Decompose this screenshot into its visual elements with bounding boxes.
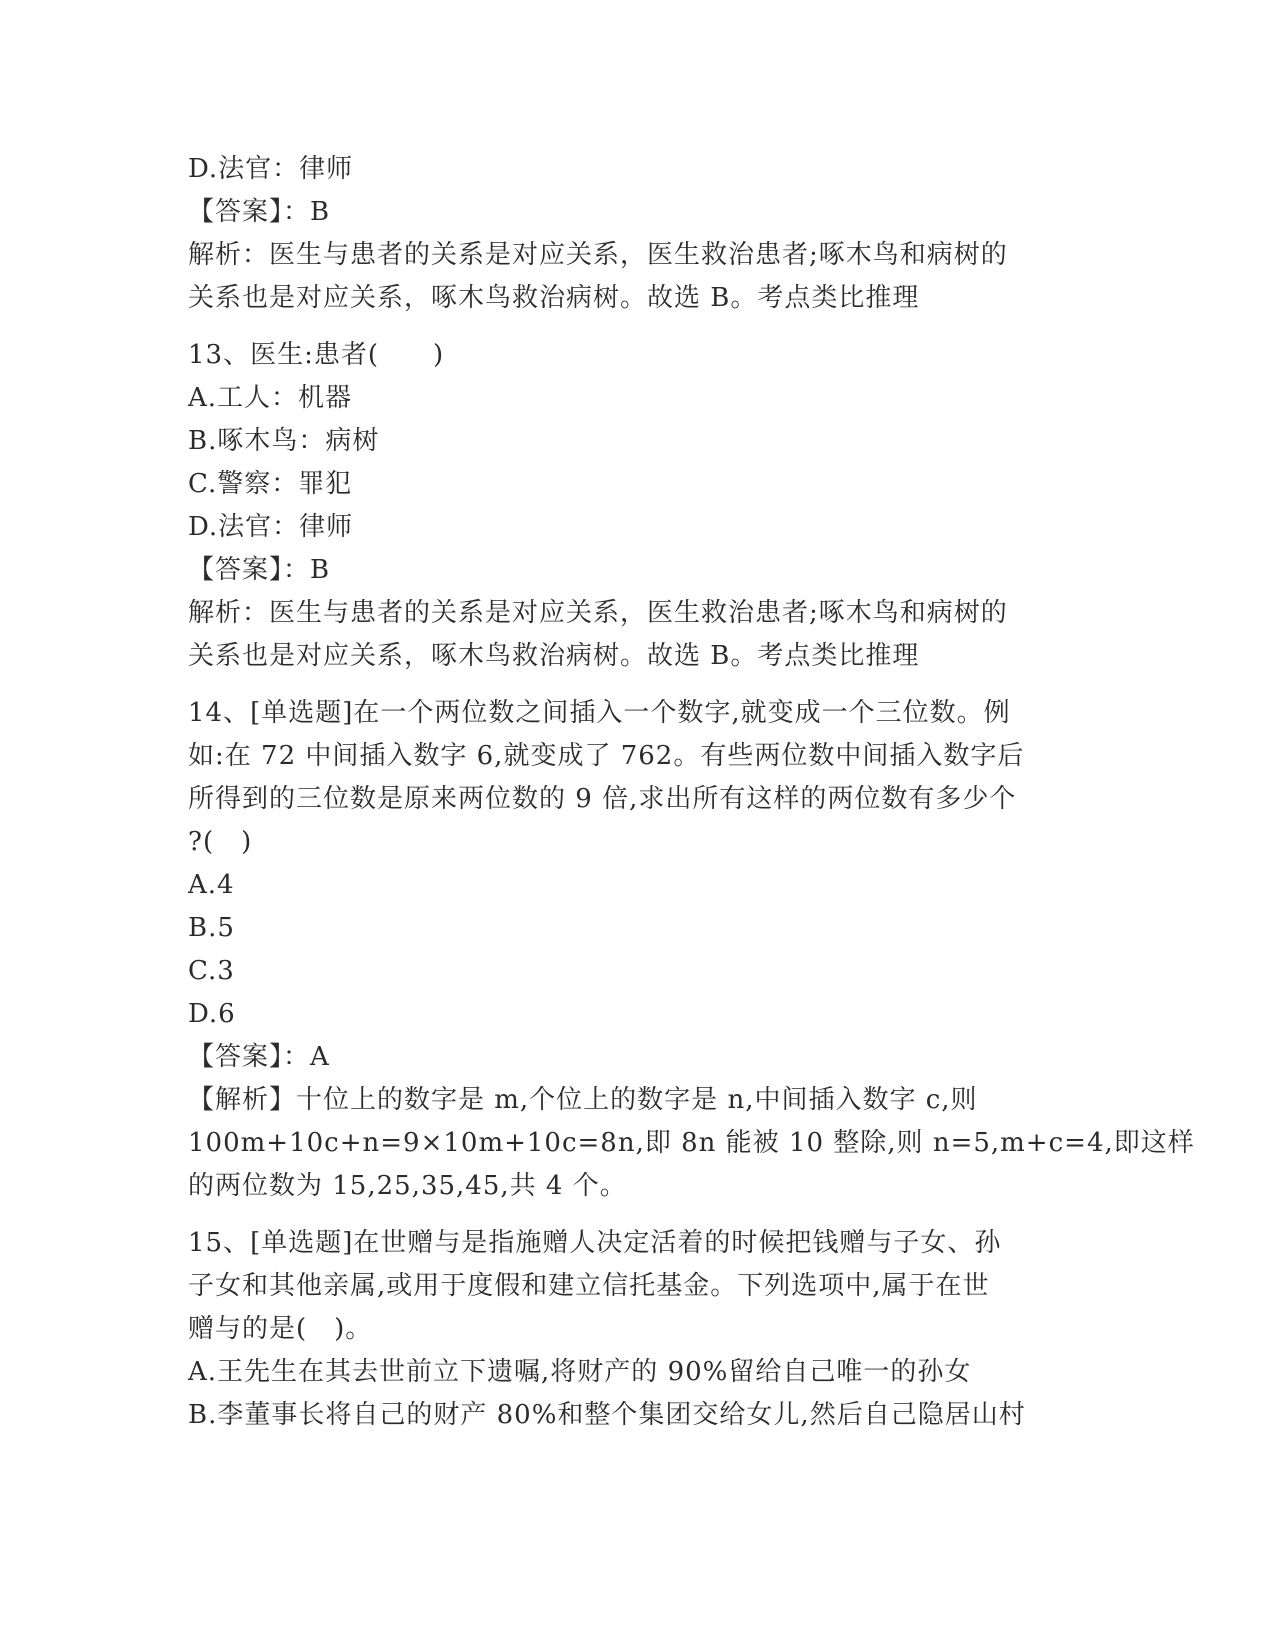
- q14-option-d: D.6: [188, 999, 236, 1029]
- q14-option-c: C.3: [188, 956, 235, 986]
- q13-option-c: C.警察：罪犯: [188, 469, 353, 499]
- q15-option-b: B.李董事长将自己的财产 80%和整个集团交给女儿,然后自己隐居山村: [188, 1400, 1026, 1430]
- q14-stem-line-2: 如:在 72 中间插入数字 6,就变成了 762。有些两位数中间插入数字后: [188, 741, 1025, 771]
- q15-stem-line-2: 子女和其他亲属,或用于度假和建立信托基金。下列选项中,属于在世: [188, 1271, 990, 1301]
- q13-option-a: A.工人：机器: [188, 383, 353, 413]
- q15-option-a: A.王先生在其去世前立下遗嘱,将财产的 90%留给自己唯一的孙女: [188, 1357, 972, 1387]
- q13-answer: 【答案】：B: [188, 555, 331, 585]
- q14-stem-line-1: 14、[单选题]在一个两位数之间插入一个数字,就变成一个三位数。例: [188, 698, 1011, 728]
- q14-stem-line-3: 所得到的三位数是原来两位数的 9 倍,求出所有这样的两位数有多少个: [188, 784, 1017, 814]
- q13-option-b: B.啄木鸟：病树: [188, 426, 380, 456]
- q14-option-a: A.4: [188, 870, 235, 900]
- q14-answer: 【答案】：A: [188, 1042, 330, 1072]
- q14-stem-line-4: ?( ): [188, 827, 253, 857]
- prev-analysis-line-1: 解析：医生与患者的关系是对应关系，医生救治患者;啄木鸟和病树的: [188, 240, 1008, 270]
- q14-analysis-line-3: 的两位数为 15,25,35,45,共 4 个。: [188, 1171, 627, 1201]
- q13-stem: 13、医生:患者( ): [188, 340, 445, 370]
- q14-option-b: B.5: [188, 913, 235, 943]
- q13-analysis-line-2: 关系也是对应关系，啄木鸟救治病树。故选 B。考点类比推理: [188, 641, 920, 671]
- q15-stem-line-1: 15、[单选题]在世赠与是指施赠人决定活着的时候把钱赠与子女、孙: [188, 1228, 1002, 1258]
- q13-option-d: D.法官：律师: [188, 512, 354, 542]
- prev-answer: 【答案】：B: [188, 197, 331, 227]
- q13-analysis-line-1: 解析：医生与患者的关系是对应关系，医生救治患者;啄木鸟和病树的: [188, 598, 1008, 628]
- q15-stem-line-3: 赠与的是( )。: [188, 1314, 373, 1344]
- q14-analysis-line-2: 100m+10c+n=9×10m+10c=8n,即 8n 能被 10 整除,则 n=5,m+c=4,即这样: [188, 1128, 1195, 1158]
- document-page: [188, 148, 1195, 1437]
- prev-analysis-line-2: 关系也是对应关系，啄木鸟救治病树。故选 B。考点类比推理: [188, 283, 920, 313]
- q14-analysis-line-1: 【解析】十位上的数字是 m,个位上的数字是 n,中间插入数字 c,则: [188, 1085, 978, 1115]
- prev-option-d: D.法官：律师: [188, 154, 354, 184]
